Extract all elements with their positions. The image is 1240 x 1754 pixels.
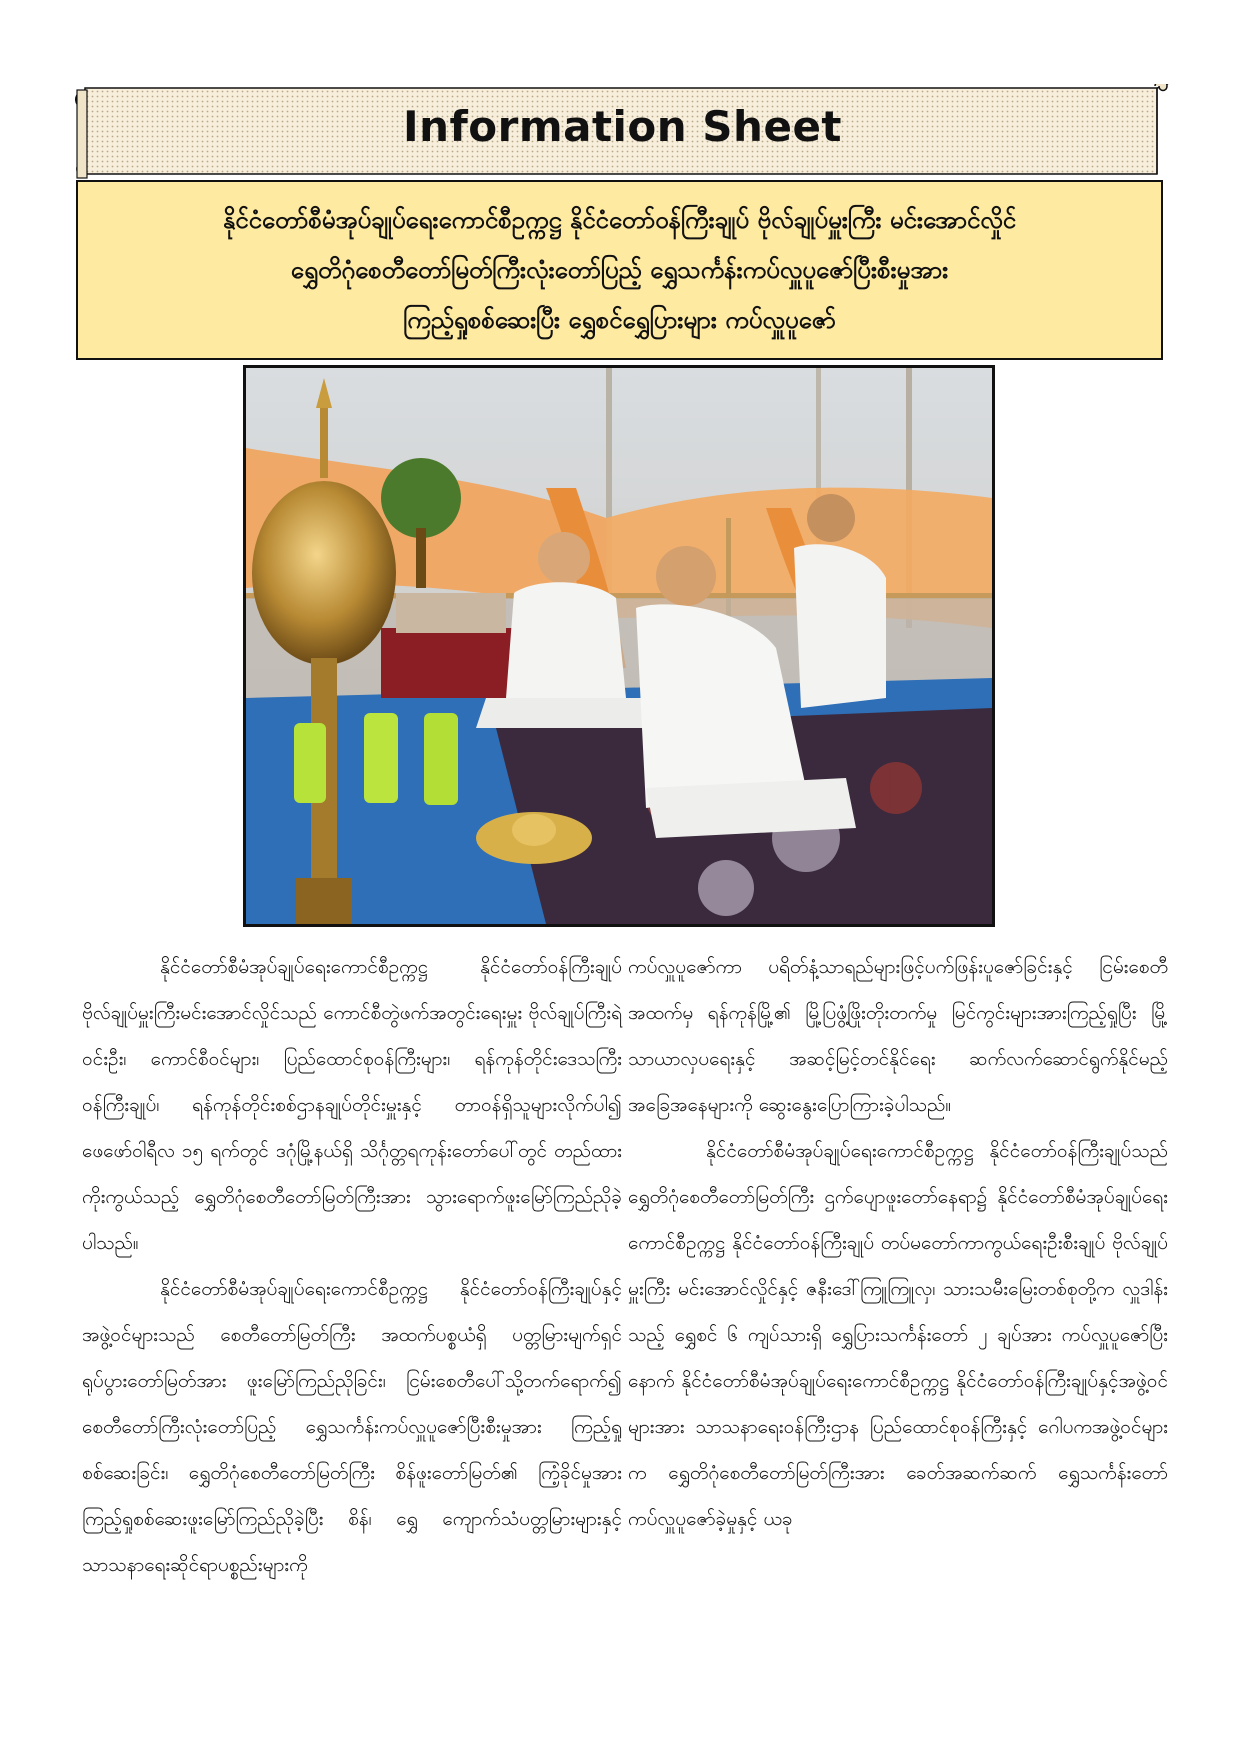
paragraph: နိုင်ငံတော်စီမံအုပ်ချုပ်ရေးကောင်စီဥက္ကဋ္ဌ နိုင်ငံတော်ဝန်ကြီးချုပ် ဗိုလ်ချုပ်မှူးကြီးမင်းအောင်လှိုင်သည် ကောင်စီတွဲဖက်အတွင်းရေးမှူး ဗိုလ်ချုပ်ကြီးရဲဝင်းဦး၊ ကောင်စီဝင်များ၊ ပြည်ထောင်စုဝန်ကြီးများ၊ ရန်ကုန်တိုင်းဒေသကြီးဝန်ကြီးချုပ်၊ ရန်ကုန်တိုင်းစစ်ဌာနချုပ်တိုင်းမှူးနှင့် တာဝန်ရှိသူများလိုက်ပါ၍ ဖေဖော်ဝါရီလ ၁၅ ရက်တွင် ဒဂုံမြို့နယ်ရှိ သိင်္ဂုတ္တရကုန်းတော်ပေါ်တွင် တည်ထားကိုးကွယ်သည့် ရွှေတိဂုံစေတီတော်မြတ်ကြီးအား သွားရောက်ဖူးမြော်ကြည်ညိုခဲ့ပါသည်။ (82, 956, 622, 1254)
banner-title: Information Sheet (402, 102, 843, 151)
ceremony-photo-illustration (246, 368, 992, 924)
paragraph: နိုင်ငံတော်စီမံအုပ်ချုပ်ရေးကောင်စီဥက္ကဋ္ဌ နိုင်ငံတော်ဝန်ကြီးချုပ်သည် ရွှေတိဂုံစေတီတော်မြတ်ကြီး ဌက်ပျောဖူးတော်နေရာ၌ နိုင်ငံတော်စီမံအုပ်ချုပ်ရေးကောင်စီဥက္ကဋ္ဌ နိုင်ငံတော်ဝန်ကြီးချုပ် တပ်မတော်ကာကွယ်ရေးဦးစီးချုပ် ဗိုလ်ချုပ်မှူးကြီး မင်းအောင်လှိုင်နှင့် ဇနီးဒေါ်ကြူကြူလှ၊ သားသမီးမြေးတစ်စုတို့က လှူဒါန်းသည့် ရွှေစင် ၆ ကျပ်သားရှိ ရွှေပြားသင်္ကန်းတော် ၂ ချပ်အား ကပ်လှူပူဇော်ပြီးနောက် နိုင်ငံတော်စီမံအုပ်ချုပ်ရေးကောင်စီဥက္ကဋ္ဌ နိုင်ငံတော်ဝန်ကြီးချုပ်နှင့်အဖွဲ့ဝင်များအား သာသနာရေးဝန်ကြီးဌာန ပြည်ထောင်စုဝန်ကြီးနှင့် ဂေါပကအဖွဲ့ဝင်များက ရွှေတိဂုံစေတီတော်မြတ်ကြီးအား ခေတ်အဆက်ဆက် ရွှေသင်္ကန်းတော်ကပ်လှူပူဇော်ခဲ့မှုနှင့် ယခု (628, 1140, 1168, 1530)
news-photo (243, 365, 995, 927)
headline-line-1: နိုင်ငံတော်စီမံအုပ်ချုပ်ရေးကောင်စီဥက္ကဋ္ဌ နိုင်ငံတော်ဝန်ကြီးချုပ် ဗိုလ်ချုပ်မှူးကြီး မင်းအောင်လှိုင် (222, 206, 1017, 234)
headline-line-3: ကြည့်ရှုစစ်ဆေးပြီး ရွှေစင်ရွှေပြားများ ကပ်လှူပူဇော် (403, 306, 836, 334)
paragraph: ကပ်လှူပူဇော်ကာ ပရိတ်နံ့သာရည်များဖြင့်ပက်ဖြန်းပူဇော်ခြင်းနှင့် ငြမ်းစေတီအထက်မှ ရန်ကုန်မြို့၏ မြို့ပြဖွံ့ဖြိုးတိုးတက်မှု မြင်ကွင်းများအားကြည့်ရှုပြီး မြို့သာယာလှပရေးနှင့် အဆင့်မြင့်တင်နိုင်ရေး ဆက်လက်ဆောင်ရွက်နိုင်မည့်အခြေအနေများကို ဆွေးနွေးပြောကြားခဲ့ပါသည်။ (628, 956, 1168, 1116)
headline-box (76, 180, 1163, 360)
article-column-right (628, 944, 1168, 1542)
title-banner (75, 84, 1170, 180)
paragraph: နိုင်ငံတော်စီမံအုပ်ချုပ်ရေးကောင်စီဥက္ကဋ္ဌ နိုင်ငံတော်ဝန်ကြီးချုပ်နှင့်အဖွဲ့ဝင်များသည် စေတီတော်မြတ်ကြီး အထက်ပစ္စယံရှိ ပတ္တမြားမျက်ရှင်ရုပ်ပွားတော်မြတ်အား ဖူးမြော်ကြည်ညိုခြင်း၊ ငြမ်းစေတီပေါ်သို့တက်ရောက်၍ စေတီတော်ကြီးလုံးတော်ပြည့် ရွှေသင်္ကန်းကပ်လှူပူဇော်ပြီးစီးမှုအား ကြည့်ရှုစစ်ဆေးခြင်း၊ ရွှေတိဂုံစေတီတော်မြတ်ကြီး စိန်ဖူးတော်မြတ်၏ ကြံ့ခိုင်မှုအား ကြည့်ရှုစစ်ဆေးဖူးမြော်ကြည်ညိုခဲ့ပြီး စိန်၊ ရွှေ ကျောက်သံပတ္တမြားများနှင့် သာသနာရေးဆိုင်ရာပစ္စည်းများကို (82, 1278, 622, 1576)
headline-line-2: ရွှေတိဂုံစေတီတော်မြတ်ကြီးလုံးတော်ပြည့် ရွှေသင်္ကန်းကပ်လှူပူဇော်ပြီးစီးမှုအား (290, 256, 949, 284)
article-column-left (82, 944, 622, 1588)
